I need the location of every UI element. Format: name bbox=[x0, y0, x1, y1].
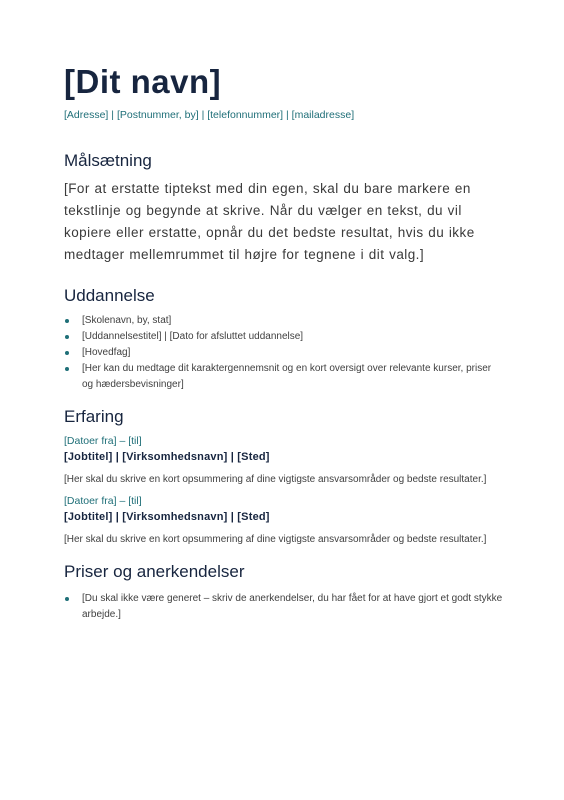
awards-item-text: [Du skal ikke være generet – skriv de anerkendelser, du har fået for at have gjort et godt stykke arbejde.] bbox=[82, 593, 503, 620]
education-item-text: [Her kan du medtage dit karaktergennemsnit og en kort oversigt over relevante kurser, priser og hædersbevisninger] bbox=[82, 363, 492, 390]
experience-description[interactable]: [Her skal du skrive en kort opsummering af dine vigtigste ansvarsområder og bedste resultater.] bbox=[64, 474, 487, 485]
awards-list bbox=[64, 591, 504, 623]
bullet-icon bbox=[65, 335, 69, 339]
experience-entry bbox=[64, 433, 504, 488]
education-item-text: [Hovedfag] bbox=[82, 347, 131, 358]
education-section bbox=[64, 285, 504, 393]
objective-heading: Målsætning bbox=[64, 151, 152, 170]
contact-phone[interactable]: [telefonnummer] bbox=[207, 109, 284, 121]
experience-entry bbox=[64, 493, 504, 548]
bullet-icon bbox=[65, 597, 69, 601]
experience-dates[interactable]: [Datoer fra] – [til] bbox=[64, 495, 142, 507]
education-item-text: [Uddannelsestitel] | [Dato for afsluttet uddannelse] bbox=[82, 331, 304, 342]
experience-heading: Erfaring bbox=[64, 407, 124, 426]
contact-postal[interactable]: [Postnummer, by] bbox=[116, 109, 199, 121]
resume-name[interactable]: [Dit navn] bbox=[64, 63, 222, 100]
experience-dates[interactable]: [Datoer fra] – [til] bbox=[64, 435, 142, 447]
education-item[interactable] bbox=[64, 329, 504, 345]
contact-separator: | bbox=[286, 109, 289, 121]
bullet-icon bbox=[65, 351, 69, 355]
education-list bbox=[64, 313, 504, 393]
experience-jobline[interactable]: [Jobtitel] | [Virksomhedsnavn] | [Sted] bbox=[64, 451, 270, 463]
bullet-icon bbox=[65, 319, 69, 323]
contact-email[interactable]: [mailadresse] bbox=[291, 109, 355, 121]
objective-text[interactable]: [For at erstatte tiptekst med din egen, skal du bare markere en tekstlinje og begynde at skrive. Når du vælger en tekst, du vil kopiere eller erstatte, opnår du det bedste resultat, hvis du ikke medtager mellemrummet til højre for tegnene i dit valg.] bbox=[64, 181, 475, 262]
experience-jobline[interactable]: [Jobtitel] | [Virksomhedsnavn] | [Sted] bbox=[64, 511, 270, 523]
education-heading: Uddannelse bbox=[64, 286, 155, 305]
education-item[interactable] bbox=[64, 361, 504, 393]
education-item[interactable] bbox=[64, 313, 504, 329]
education-item[interactable] bbox=[64, 345, 504, 361]
objective-section bbox=[64, 150, 504, 266]
contact-line bbox=[64, 108, 504, 122]
contact-separator: | bbox=[111, 109, 115, 121]
awards-item[interactable] bbox=[64, 591, 504, 623]
contact-address[interactable]: [Adresse] bbox=[64, 109, 109, 121]
awards-heading: Priser og anerkendelser bbox=[64, 562, 245, 581]
contact-separator: | bbox=[201, 109, 205, 121]
bullet-icon bbox=[65, 367, 69, 371]
experience-description[interactable]: [Her skal du skrive en kort opsummering af dine vigtigste ansvarsområder og bedste resultater.] bbox=[64, 534, 487, 545]
education-item-text: [Skolenavn, by, stat] bbox=[82, 315, 172, 326]
experience-section bbox=[64, 406, 504, 548]
awards-section bbox=[64, 561, 504, 623]
